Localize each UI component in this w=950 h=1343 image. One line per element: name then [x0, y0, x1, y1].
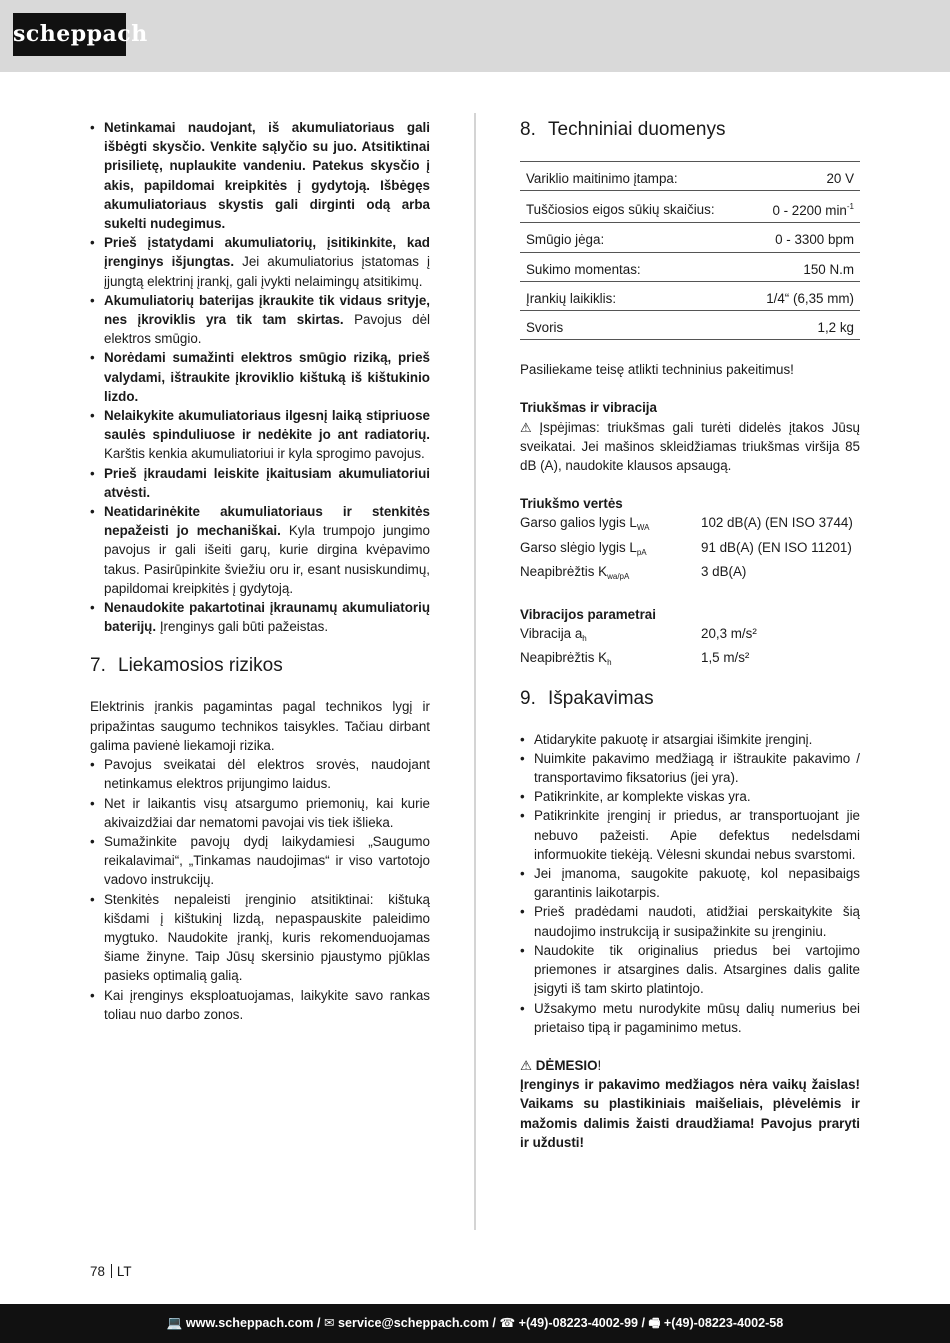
normal-text: Įrenginys gali būti pažeistas. — [156, 619, 329, 635]
noise-values-list — [520, 513, 860, 586]
value-label-text: Vibracija a — [520, 626, 583, 642]
noise-heading: Triukšmas ir vibracija — [520, 400, 657, 416]
language-code: LT — [116, 1264, 132, 1279]
value-label-text: Neapibrėžtis K — [520, 563, 608, 579]
spec-value-text: 0 - 2200 min — [772, 203, 847, 219]
section-8-heading — [520, 118, 860, 142]
list-item: • Atidarykite pakuotę ir atsargiai išimkite įrenginį. — [520, 730, 860, 749]
list-item: • Net ir laikantis visų atsargumo priemonių, kai kurie akivaizdžiai dar nematomi pavojai vis tiek išlieka. — [90, 794, 430, 832]
section-number: 9. — [520, 687, 536, 709]
value-label-text: Garso slėgio lygis L — [520, 539, 637, 555]
value-row — [520, 562, 860, 586]
spec-value — [747, 281, 860, 310]
section-title: Išpakavimas — [548, 687, 654, 709]
page-number — [90, 1264, 132, 1279]
bold-text: Prieš įstatydami akumuliatorių, įsitikinkite, kad įrenginys išjungtas. — [104, 235, 430, 270]
section-number: 7. — [90, 655, 106, 677]
list-item: • Patikrinkite įrenginį ir priedus, ar transportuojant jie nebuvo pažeisti. Apie defektus nedelsdami informuokite tiekėją. Vėlesni skundai nebus svarstomi. — [520, 806, 860, 864]
value-label — [520, 562, 701, 586]
spec-label: Variklio maitinimo įtampa: — [520, 162, 747, 191]
value-row — [520, 513, 860, 537]
bold-text: Nelaikykite akumuliatoriaus ilgesnį laiką stipriuose saulės spinduliuose ir nedėkite jo ant radiatorių. — [104, 408, 430, 443]
email-link[interactable]: service@scheppach.com — [338, 1316, 489, 1330]
bold-text: Prieš įkraudami leiskite įkaitusiam akumuliatoriui atvėsti. — [104, 465, 430, 500]
normal-text: Karštis kenkia akumuliatoriui ir kyla sprogimo pavojus. — [104, 446, 425, 462]
vibration-values-list — [520, 624, 860, 672]
section-title: Techniniai duomenys — [548, 119, 726, 140]
value-label — [520, 513, 701, 537]
spec-value — [747, 311, 860, 340]
noise-values-heading: Triukšmo vertės — [520, 496, 623, 512]
spec-label: Smūgio jėga: — [520, 223, 747, 252]
spec-value — [747, 162, 860, 191]
list-item: • Naudokite tik originalius priedus bei vartojimo priemones ir atsargines dalis. Atsargines dalis galite įsigyti iš tam skirto platintojo. — [520, 941, 860, 999]
value-number: 102 dB(A) (EN ISO 3744) — [701, 515, 853, 531]
spec-value — [747, 223, 860, 252]
list-item: • Prieš pradėdami naudoti, atidžiai perskaitykite šią naudojimo instrukciją ir susipažinkite su įrenginiu. — [520, 902, 860, 940]
table-row — [520, 223, 860, 252]
bold-text: Neatidarinėkite akumuliatoriaus ir stenkitės nepažeisti jo mechaniškai. — [104, 504, 430, 539]
spec-value — [747, 252, 860, 281]
list-item — [90, 118, 430, 233]
spec-value-text: 1,2 kg — [817, 320, 854, 336]
attention-text: Įrenginys ir pakavimo medžiagos nėra vaikų žaislas! Vaikams su plastikiniais maišeliais, plėvelėmis ir mažomis dalimis žaisti draudžiama! Pavojus praryti ir uždusti! — [520, 1077, 860, 1150]
table-row — [520, 281, 860, 310]
list-item: • Kai įrenginys eksploatuojamas, laikykite savo rankas toliau nuo darbo zonos. — [90, 986, 430, 1024]
bold-text: Norėdami sumažinti elektros smūgio riziką, prieš valydami, ištraukite įkroviklio kištuką iš kištukinio lizdo. — [104, 350, 430, 404]
header-bar — [0, 0, 950, 72]
value-number: 3 dB(A) — [701, 563, 747, 579]
bold-text: Netinkamai naudojant, iš akumuliatoriaus gali išbėgti skysčio. Venkite sąlyčio su juo. Atsitiktinai prisilietę, nuplaukite vandeniu. Patekus skysčio į akis, papildomai kreipkitės į gydytoją. Išbėgęs akumuliatoriaus skystis gali dirginti odą arba sukelti nudegimus. — [104, 120, 430, 232]
section-9-heading — [520, 687, 860, 711]
value-row — [520, 538, 860, 562]
attention-title — [520, 1056, 860, 1075]
normal-text: Kyla trumpojo jungimo pavojus ir gali išeiti garų, kurie dirgina kvėpavimo takus. Pasirūpinkite šviežiu oru ir, esant nusiskundimų, papildomai kreipkitės į gydytoją. — [104, 523, 431, 596]
list-item: • Pavojus sveikatai dėl elektros srovės, naudojant netinkamus elektros prijungimo laidus. — [90, 755, 430, 793]
value-row — [520, 648, 860, 672]
residual-risk-list — [90, 755, 430, 1024]
reserve-note: Pasiliekame teisę atlikti techninius pakeitimus! — [520, 362, 794, 378]
section-7-heading — [90, 654, 430, 678]
list-item — [90, 502, 430, 598]
footer-contact-bar — [0, 1304, 950, 1343]
list-item: • Užsakymo metu nurodykite mūsų dalių numerius bei prietaiso tipą ir pagaminimo metus. — [520, 999, 860, 1037]
table-row — [520, 191, 860, 223]
value-label-text: Garso galios lygis L — [520, 515, 637, 531]
attention-exclamation: ! — [597, 1057, 602, 1073]
warning-icon: ⚠ — [520, 1057, 533, 1073]
value-label — [520, 538, 701, 562]
list-item: • Stenkitės nepaleisti įrenginio atsitiktinai: kištuką kišdami į kištukinį lizdą, nepaspauskite paleidimo mygtuko. Naudokite įrankį, kuris rekomenduojamas šiame žinyne. Taip Jūsų skersinio pjaustymo pjūklas pasieks optimalią galią. — [90, 890, 430, 986]
scheppach-logo: scheppach — [13, 13, 126, 56]
spec-label: Svoris — [520, 311, 747, 340]
noise-warning-text: Įspėjimas: triukšmas gali turėti didelės įtakos Jūsų sveikatai. Jei mašinos skleidžiamas triukšmas viršija 85 dB (A), naudokite klausos apsaugą. — [520, 419, 860, 474]
list-item: • Sumažinkite pavojų dydį laikydamiesi „Saugumo reikalavimai“, „Tinkamas naudojimas“ ir viso vartotojo vadovo instrukcijų. — [90, 832, 430, 890]
value-label-subscript: pA — [636, 547, 647, 557]
list-item — [90, 464, 430, 502]
table-row — [520, 252, 860, 281]
bold-text: Akumuliatorių baterijas įkraukite tik vidaus srityje, nes įkroviklis yra tik tam skirtas. — [104, 292, 430, 328]
spec-label: Įrankių laikiklis: — [520, 281, 747, 310]
spec-value-text: 150 N.m — [803, 261, 854, 277]
bold-text: Nenaudokite pakartotinai įkraunamų akumuliatorių baterijų. — [104, 600, 430, 635]
value-number: 20,3 m/s² — [701, 626, 757, 642]
value-number: 91 dB(A) (EN ISO 11201) — [701, 539, 852, 555]
page-separator — [111, 1264, 112, 1278]
technical-data-table — [520, 161, 860, 340]
fax-icon: 🖷 — [648, 1316, 661, 1330]
left-column — [90, 118, 430, 1024]
phone-number[interactable]: +(49)-08223-4002-99 — [518, 1316, 639, 1330]
normal-text: Pavojus dėl elektros smūgio. — [104, 312, 430, 347]
value-label-subscript: wa/pA — [607, 571, 630, 581]
computer-icon: 💻 — [166, 1316, 183, 1330]
normal-text: Jei akumuliatorius įstatomas į įjungtą elektrinį įrankį, gali įvykti nelaimingų atsitikimų. — [104, 254, 430, 289]
contact-separator: / — [488, 1316, 500, 1330]
list-item: • Jei įmanoma, saugokite pakuotę, kol nepasibaigs garantinis laikotarpis. — [520, 864, 860, 902]
column-divider — [474, 113, 476, 1230]
value-number: 1,5 m/s² — [701, 650, 750, 666]
section-7-intro: Elektrinis įrankis pagamintas pagal technikos lygį ir pripažintas saugumo technikos taisykles. Tačiau dirbant galima pavienė liekamoji rizika. — [90, 699, 430, 753]
noise-warning — [520, 418, 860, 476]
vibration-heading: Vibracijos parametrai — [520, 607, 656, 623]
section-number: 8. — [520, 119, 536, 140]
page-number-value: 78 — [90, 1264, 105, 1279]
safety-list — [90, 118, 430, 636]
value-label-subscript: WA — [636, 523, 650, 533]
contact-separator: / — [313, 1316, 324, 1330]
spec-label: Sukimo momentas: — [520, 252, 747, 281]
value-row — [520, 624, 860, 648]
website-link[interactable]: www.scheppach.com — [185, 1316, 314, 1330]
value-label-subscript: h — [582, 634, 587, 644]
table-row — [520, 162, 860, 191]
spec-value-text: 20 V — [826, 171, 854, 186]
list-item — [90, 598, 430, 636]
spec-unit-exponent: -1 — [846, 202, 854, 212]
unpacking-list — [520, 730, 860, 1037]
warning-icon: ⚠ — [520, 419, 532, 435]
attention-label: DĖMESIO — [535, 1057, 598, 1073]
value-label-subscript: h — [607, 658, 612, 668]
mail-icon: ✉ — [323, 1316, 335, 1330]
value-label — [520, 624, 701, 648]
table-row — [520, 311, 860, 340]
section-title: Liekamosios rizikos — [118, 655, 283, 677]
right-column — [520, 118, 860, 1152]
list-item: • Nuimkite pakavimo medžiagą ir ištraukite pakavimo / transportavimo fiksatorius (jei yra). — [520, 749, 860, 787]
spec-value-text: 1/4“ (6,35 mm) — [766, 290, 854, 306]
phone-icon: ☎ — [499, 1316, 516, 1330]
contact-separator: / — [638, 1316, 649, 1330]
list-item — [90, 406, 430, 464]
list-item — [90, 291, 430, 349]
list-item — [90, 348, 430, 406]
spec-label: Tuščiosios eigos sūkių skaičius: — [520, 191, 747, 223]
list-item: • Patikrinkite, ar komplekte viskas yra. — [520, 787, 860, 806]
spec-value — [747, 191, 860, 223]
value-label-text: Neapibrėžtis K — [520, 650, 608, 666]
list-item — [90, 233, 430, 291]
spec-value-text: 0 - 3300 bpm — [775, 232, 854, 248]
value-label — [520, 648, 701, 672]
fax-number: +(49)-08223-4002-58 — [663, 1316, 784, 1330]
